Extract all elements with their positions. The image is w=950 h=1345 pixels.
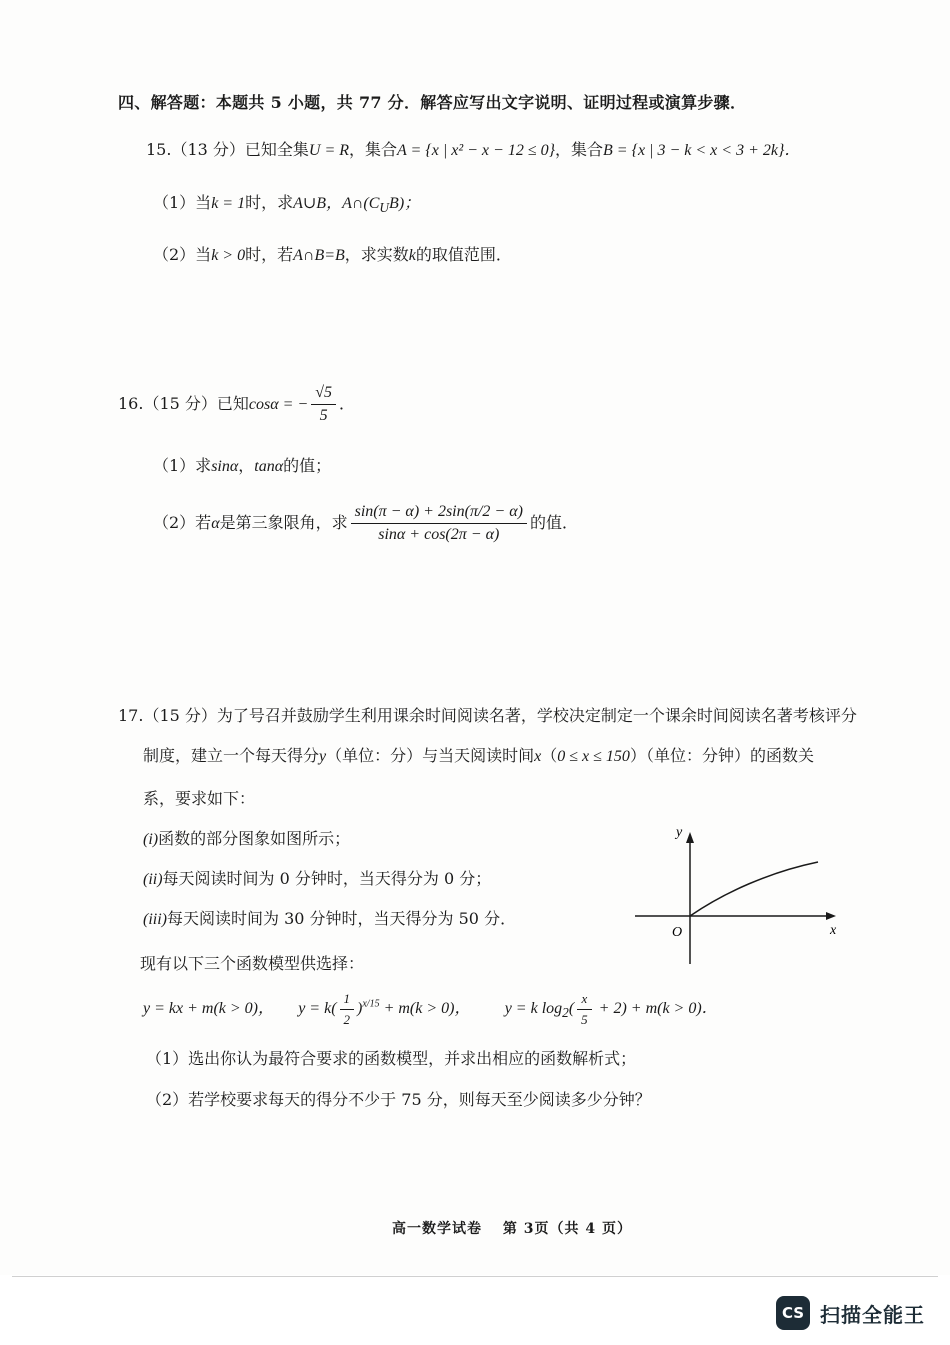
q16-fraction-den: 5 xyxy=(319,407,328,424)
q17-line2-math: x xyxy=(534,748,542,765)
q16-part2 xyxy=(153,503,578,544)
y-axis-arrow xyxy=(686,832,694,843)
q17-part2: （2）若学校要求每天的得分不少于 75 分，则每天至少阅读多少分钟？ xyxy=(146,1090,651,1109)
q17-line2 xyxy=(143,743,814,766)
q16-part1-math: sinα xyxy=(211,458,239,475)
q16-part1-math: tanα xyxy=(254,458,284,475)
q15-part1-math: A∪B，A∩(C xyxy=(293,195,380,212)
graph-y-label: y xyxy=(676,825,683,840)
q17-model-exponential xyxy=(298,991,471,1027)
q17-model2-frac-num: 1 xyxy=(340,991,355,1010)
q15-part2-text: （2）当 xyxy=(153,245,212,264)
q17-model2-part: y = k( xyxy=(298,1000,337,1018)
page-footer: 高一数学试卷 第 3页（共 4 页） xyxy=(392,1221,632,1237)
q16-part1 xyxy=(153,453,331,476)
q17-model2-part: ) xyxy=(357,1000,363,1018)
q17-req-text: 每天阅读时间为 0 分钟时，当天得分为 0 分； xyxy=(162,869,492,888)
x-axis-arrow xyxy=(826,912,836,920)
q16-part2-fraction-den: sinα + cos(2π − α) xyxy=(378,526,500,543)
q15-set-a: A = {x | x² − x − 12 ≤ 0} xyxy=(397,142,555,159)
q15-part1-sub: U xyxy=(379,200,390,216)
q15-part2-math: k > 0 xyxy=(211,247,246,264)
q17-model3-part: + 2) + m(k > 0)． xyxy=(594,1000,718,1018)
q15-stem-text: ，集合 xyxy=(349,140,398,159)
q17-model3-frac-den: 5 xyxy=(581,1012,588,1027)
q17-part1: （1）选出你认为最符合要求的函数模型，并求出相应的函数解析式； xyxy=(146,1049,637,1068)
q17-req-text: 函数的部分图象如图所示； xyxy=(158,829,351,848)
q15-part1-math: B)； xyxy=(389,195,421,212)
q17-line1: 17.（15 分）为了号召并鼓励学生利用课余时间阅读名著，学校决定制定一个课余时间阅读名著考核评分 xyxy=(118,706,857,725)
q17-model2-frac xyxy=(340,991,355,1028)
page-divider xyxy=(12,1276,938,1277)
q17-model3-frac xyxy=(577,991,592,1028)
section-title: 四、解答题：本题共 5 小题，共 77 分．解答应写出文字说明、证明过程或演算步骤． xyxy=(118,93,747,112)
q17-models xyxy=(143,991,718,1028)
q17-model2-part: + m(k > 0)， xyxy=(379,1000,471,1018)
q17-model3-part: ( xyxy=(568,1000,575,1018)
q17-req-iii xyxy=(143,906,516,929)
q17-function-graph xyxy=(630,820,850,970)
q16-stem xyxy=(118,384,355,425)
q15-part1-math: k = 1 xyxy=(211,195,246,212)
q17-line2-text: 制度，建立一个每天得分 xyxy=(143,746,320,765)
q17-model2-exponent: x/15 xyxy=(362,998,380,1010)
graph-x-label: x xyxy=(830,923,837,938)
q15-part2-text: 的取值范围． xyxy=(415,245,512,264)
graph-origin-label: O xyxy=(672,925,683,940)
q15-part1-text: （1）当 xyxy=(153,193,212,212)
q15-part2-math: k xyxy=(408,247,416,264)
q17-model3-base: 2 xyxy=(562,1005,569,1021)
q17-model3-frac-num: x xyxy=(577,991,592,1010)
q15-universal-set: U = R xyxy=(308,142,350,159)
camscanner-name: 扫描全能王 xyxy=(820,1302,925,1327)
q17-line2-math: y xyxy=(319,748,327,765)
q17-line2-text: ）（单位：分钟）的函数关 xyxy=(629,746,814,765)
q15-stem-text: 15.（13 分）已知全集 xyxy=(146,140,309,159)
q16-part2-text: 的值． xyxy=(529,513,578,532)
q16-part2-text: 是第三象限角，求 xyxy=(219,513,348,532)
q16-stem-text: ． xyxy=(339,394,356,413)
q17-req-tag: (ii) xyxy=(143,871,163,888)
q16-part1-text: 的值； xyxy=(283,456,332,475)
q17-model2-frac-den: 2 xyxy=(343,1012,351,1027)
q15-part2-text: 时，若 xyxy=(245,245,294,264)
q16-part2-math: α xyxy=(211,515,220,532)
q17-models-intro: 现有以下三个函数模型供选择： xyxy=(140,954,365,973)
q17-line2-math: 0 ≤ x ≤ 150 xyxy=(557,748,630,765)
q16-part2-fraction xyxy=(351,503,527,544)
q15-part1 xyxy=(153,190,420,216)
q17-req-tag: (iii) xyxy=(143,911,167,928)
function-curve xyxy=(690,862,818,916)
scanner-watermark xyxy=(776,1296,925,1330)
q17-model-log xyxy=(504,991,718,1027)
q16-stem-text: 16.（15 分）已知 xyxy=(118,394,249,413)
q17-line2-text: （ xyxy=(541,746,558,765)
q15-part2 xyxy=(153,242,512,265)
q17-line2-text: （单位：分）与当天阅读时间 xyxy=(326,746,535,765)
q17-model-linear: y = kx + m(k > 0)， xyxy=(143,1000,275,1018)
q16-fraction xyxy=(311,384,336,425)
q16-part2-text: （2）若 xyxy=(153,513,212,532)
q16-part1-text: ， xyxy=(238,456,255,475)
q17-line3: 系，要求如下： xyxy=(143,789,256,808)
q15-stem xyxy=(146,137,800,160)
q17-req-tag: (i) xyxy=(143,831,159,848)
q17-req-i xyxy=(143,826,350,849)
camscanner-logo: CS xyxy=(776,1296,810,1330)
q16-fraction-num: √5 xyxy=(311,384,336,405)
q15-stem-text: ，集合 xyxy=(555,140,604,159)
q15-part2-math: A∩B=B xyxy=(293,247,345,264)
q16-part2-fraction-num: sin(π − α) + 2sin(π/2 − α) xyxy=(351,503,527,524)
q17-model3-part: y = k log xyxy=(504,1000,563,1018)
q17-req-ii xyxy=(143,866,491,889)
q15-part1-text: 时，求 xyxy=(245,193,294,212)
q15-part2-text: ，求实数 xyxy=(344,245,409,264)
q17-req-text: 每天阅读时间为 30 分钟时，当天得分为 50 分． xyxy=(167,909,517,928)
q15-set-b: B = {x | 3 − k < x < 3 + 2k}． xyxy=(603,142,801,159)
q16-part1-text: （1）求 xyxy=(153,456,212,475)
q16-cos-expr: cosα = − xyxy=(248,396,309,413)
